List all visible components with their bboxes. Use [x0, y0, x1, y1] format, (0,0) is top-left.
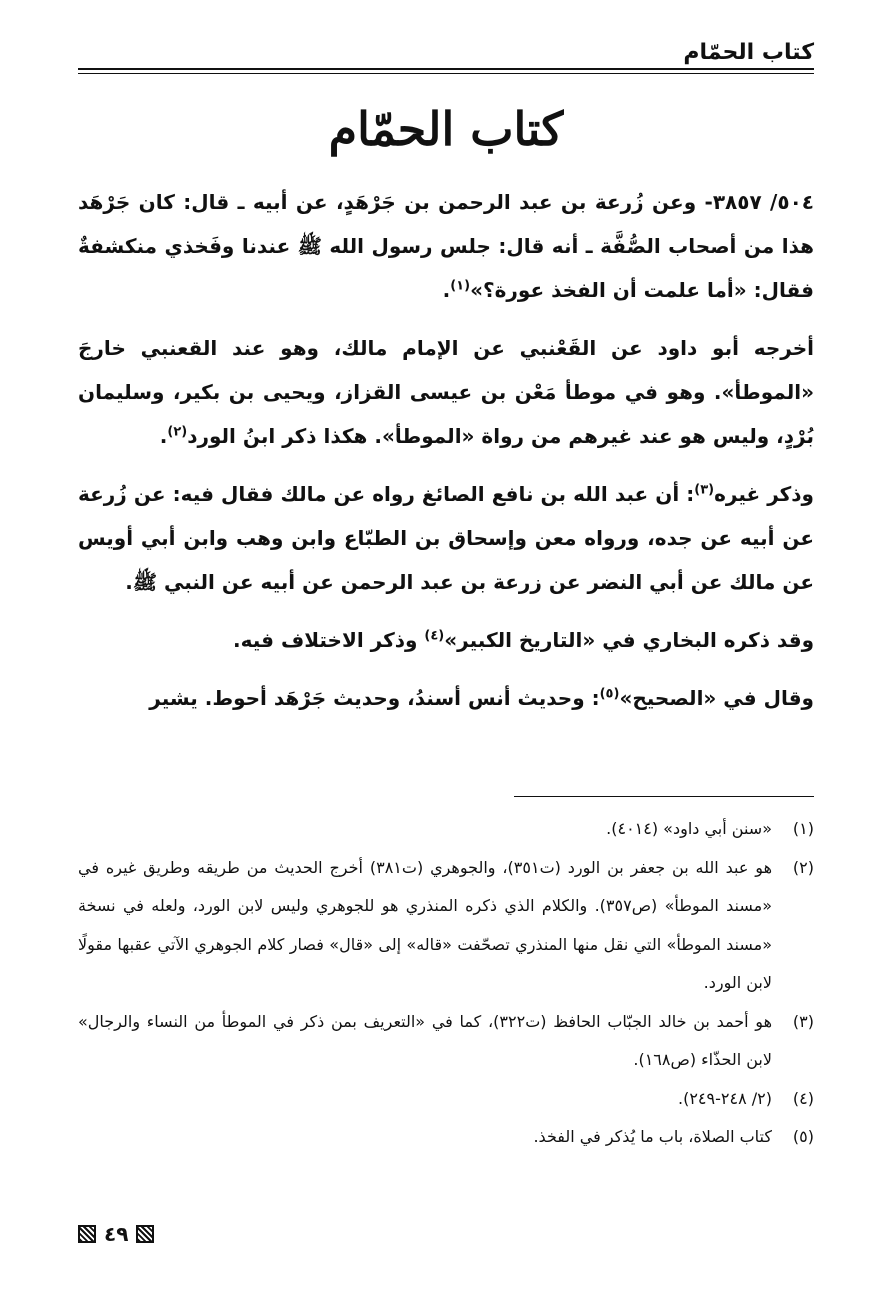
footnote-number: (٥) [792, 1127, 814, 1146]
paragraph-bukhari-tarikh [78, 618, 814, 662]
paragraph-tail: . [442, 278, 451, 302]
paragraph-tail: : أن عبد الله بن نافع الصائغ رواه عن مالك فقال فيه: عن زُرعة عن أبيه عن جده، ورواه معن وإسحاق بن الطبّاع وابن وهب وابن أبي أويس عن مالك عن أبي النضر عن زرعة بن عبد الرحمن عن أبيه عن النبي ﷺ. [78, 482, 814, 594]
footnote-number: (٣) [792, 1011, 814, 1031]
paragraph-tail: . [159, 424, 168, 448]
paragraph-tail: : وحديث أنس أسندُ، وحديث جَرْهَد أحوط. يشير [149, 686, 600, 710]
paragraph-text: وقد ذكره البخاري في «التاريخ الكبير» [444, 628, 814, 652]
paragraph-other-narrations [78, 472, 814, 604]
footnote-text: «سنن أبي داود» (٤٠١٤). [606, 819, 772, 838]
footnote-3 [78, 1003, 814, 1080]
paragraph-text: أخرجه أبو داود عن القَعْنبي عن الإمام مالك، وهو عند القعنبي خارجَ «الموطأ». وهو في موطأ مَعْن بن عيسى القزاز، ويحيى بن بكير، وسليمان بُرْدٍ، وليس هو عند غيرهم من رواة «الموطأ». هكذا ذكر ابنُ الورد [78, 336, 814, 448]
header-rule-thick [78, 68, 814, 70]
footnote-5 [78, 1118, 814, 1157]
ornament-icon [136, 1225, 154, 1243]
footnote-separator [514, 796, 814, 797]
main-text [78, 180, 814, 734]
paragraph-hadith [78, 180, 814, 312]
footnote-marker: (٤) [424, 628, 445, 644]
page-number: ٤٩ [104, 1222, 129, 1246]
footnote-marker: (٣) [694, 482, 715, 498]
footnote-text: كتاب الصلاة، باب ما يُذكر في الفخذ. [533, 1127, 772, 1146]
paragraph-text: ٥٠٤/ ٣٨٥٧- وعن زُرعة بن عبد الرحمن بن جَرْهَدٍ، عن أبيه ـ قال: كان جَرْهَد هذا من أصحاب الصُّفَّة ـ أنه قال: جلس رسول الله ﷺ عندنا وفَخذي منكشفةٌ فقال: «أما علمت أن الفخذ عورة؟» [78, 190, 814, 302]
header-rule-thin [78, 73, 814, 74]
footnote-text: هو أحمد بن خالد الجبّاب الحافظ (ت٣٢٢)، كما في «التعريف بمن ذكر في الموطأ من النساء والرجال» لابن الحذّاء (ص١٦٨). [78, 1011, 773, 1069]
paragraph-takhrij [78, 326, 814, 458]
footnotes [78, 810, 814, 1157]
footnote-marker: (٥) [599, 686, 620, 702]
page-number-block [78, 1222, 154, 1246]
footnote-number: (٢) [792, 857, 814, 877]
footnote-marker: (١) [450, 278, 471, 294]
footnote-2 [78, 849, 814, 1003]
footnote-1 [78, 810, 814, 849]
footnote-4 [78, 1080, 814, 1119]
ornament-icon [78, 1225, 96, 1243]
chapter-title: كتاب الحمّام [328, 102, 564, 156]
paragraph-sahih [78, 676, 814, 720]
paragraph-tail: وذكر الاختلاف فيه. [233, 628, 425, 652]
paragraph-text: وقال في «الصحيح» [619, 686, 814, 710]
footnote-number: (٤) [792, 1088, 814, 1108]
footnote-text: (٢/ ٢٤٨-٢٤٩). [678, 1088, 772, 1108]
footnote-number: (١) [792, 819, 814, 838]
footnote-text: هو عبد الله بن جعفر بن الورد (ت٣٥١)، والجوهري (ت٣٨١) أخرج الحديث من طريقه وطريق غيره في «مسند الموطأ» (ص٣٥٧). والكلام الذي ذكره المنذري هو للجوهري وليس لابن الورد، ولعله في نسخة «مسند الموطأ» التي نقل منها المنذري تصحّفت «قاله» إلى «قال» فصار كلام الجوهري الآتي عقبها مقولًا لابن الورد. [78, 857, 773, 992]
paragraph-text: وذكر غيره [714, 482, 814, 506]
running-head: كتاب الحمّام [683, 40, 814, 65]
footnote-marker: (٢) [167, 424, 188, 440]
